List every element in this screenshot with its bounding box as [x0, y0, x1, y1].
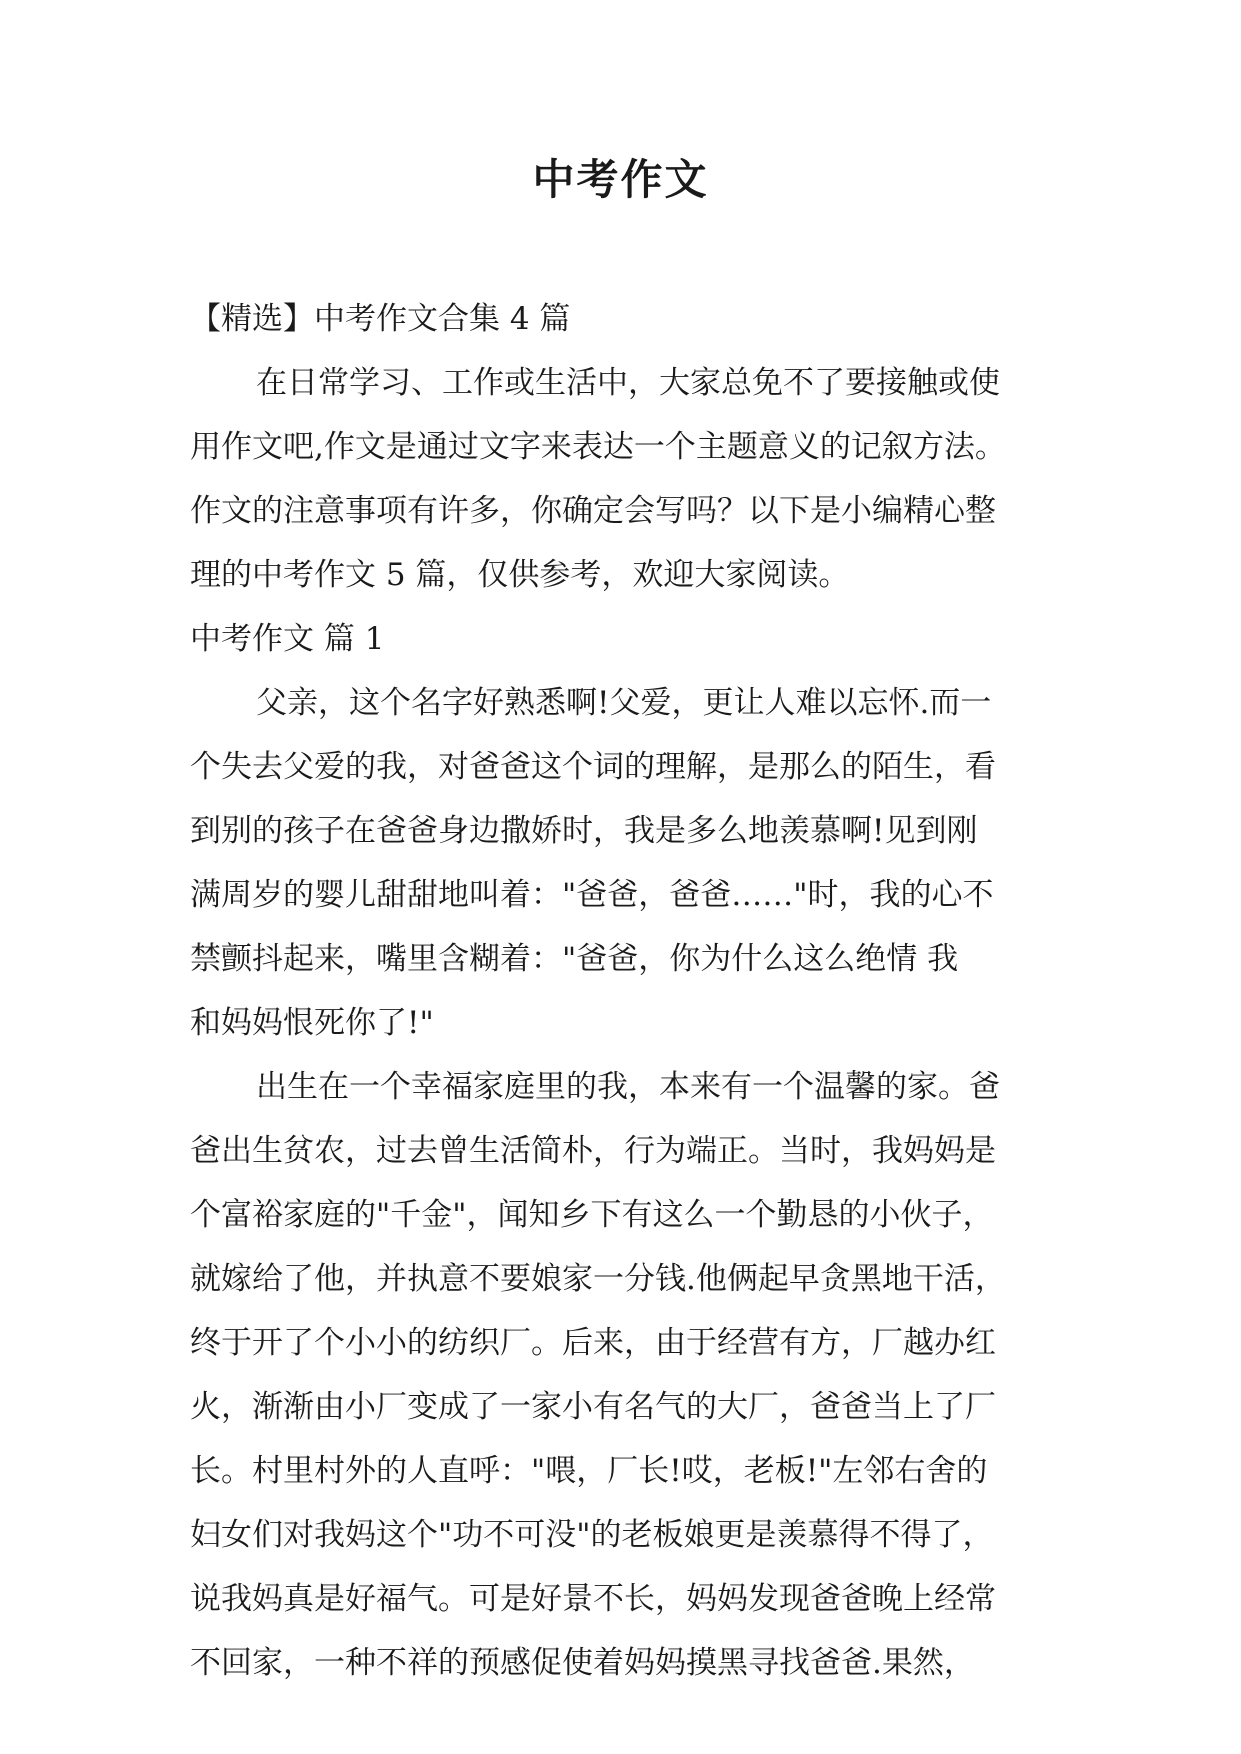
essay-heading: 中考作文 篇 1	[190, 621, 385, 657]
intro-line: 在日常学习、工作或生活中，大家总免不了要接触或使	[256, 365, 1000, 401]
essay-line: 终于开了个小小的纺织厂。后来，由于经营有方，厂越办红	[190, 1325, 996, 1361]
essay-line: 不回家，一种不祥的预感促使着妈妈摸黑寻找爸爸.果然，	[190, 1645, 975, 1681]
essay-line: 爸出生贫农，过去曾生活简朴，行为端正。当时，我妈妈是	[190, 1133, 996, 1169]
intro-line: 理的中考作文 5 篇，仅供参考，欢迎大家阅读。	[190, 557, 850, 593]
document-body	[190, 287, 1062, 1695]
essay-line: 长。村里村外的人直呼："喂，厂长!哎，老板!"左邻右舍的	[190, 1453, 988, 1489]
essay-line: 禁颤抖起来，嘴里含糊着："爸爸，你为什么这么绝情 我	[190, 941, 959, 977]
intro-line: 作文的注意事项有许多，你确定会写吗？以下是小编精心整	[190, 493, 996, 529]
essay-line: 满周岁的婴儿甜甜地叫着："爸爸，爸爸……"时，我的心不	[190, 877, 994, 913]
intro-line: 用作文吧,作文是通过文字来表达一个主题意义的记叙方法。	[190, 429, 1006, 465]
essay-line: 到别的孩子在爸爸身边撒娇时，我是多么地羡慕啊!见到刚	[190, 813, 978, 849]
essay-line: 就嫁给了他，并执意不要娘家一分钱.他俩起早贪黑地干活，	[190, 1261, 1006, 1297]
essay-line: 个失去父爱的我，对爸爸这个词的理解，是那么的陌生，看	[190, 749, 996, 785]
essay-line: 火，渐渐由小厂变成了一家小有名气的大厂，爸爸当上了厂	[190, 1389, 996, 1425]
essay-line: 和妈妈恨死你了!"	[190, 1005, 434, 1041]
collection-heading: 【精选】中考作文合集 4 篇	[190, 301, 571, 337]
essay-line: 父亲，这个名字好熟悉啊!父爱，更让人难以忘怀.而一	[256, 685, 992, 721]
essay-line: 说我妈真是好福气。可是好景不长，妈妈发现爸爸晚上经常	[190, 1581, 996, 1617]
essay-line: 个富裕家庭的"千金"，闻知乡下有这么一个勤恳的小伙子，	[190, 1197, 994, 1233]
essay-line: 出生在一个幸福家庭里的我，本来有一个温馨的家。爸	[256, 1069, 1000, 1105]
essay-line: 妇女们对我妈这个"功不可没"的老板娘更是羡慕得不得了，	[190, 1517, 994, 1553]
document-title: 中考作文	[532, 155, 709, 204]
